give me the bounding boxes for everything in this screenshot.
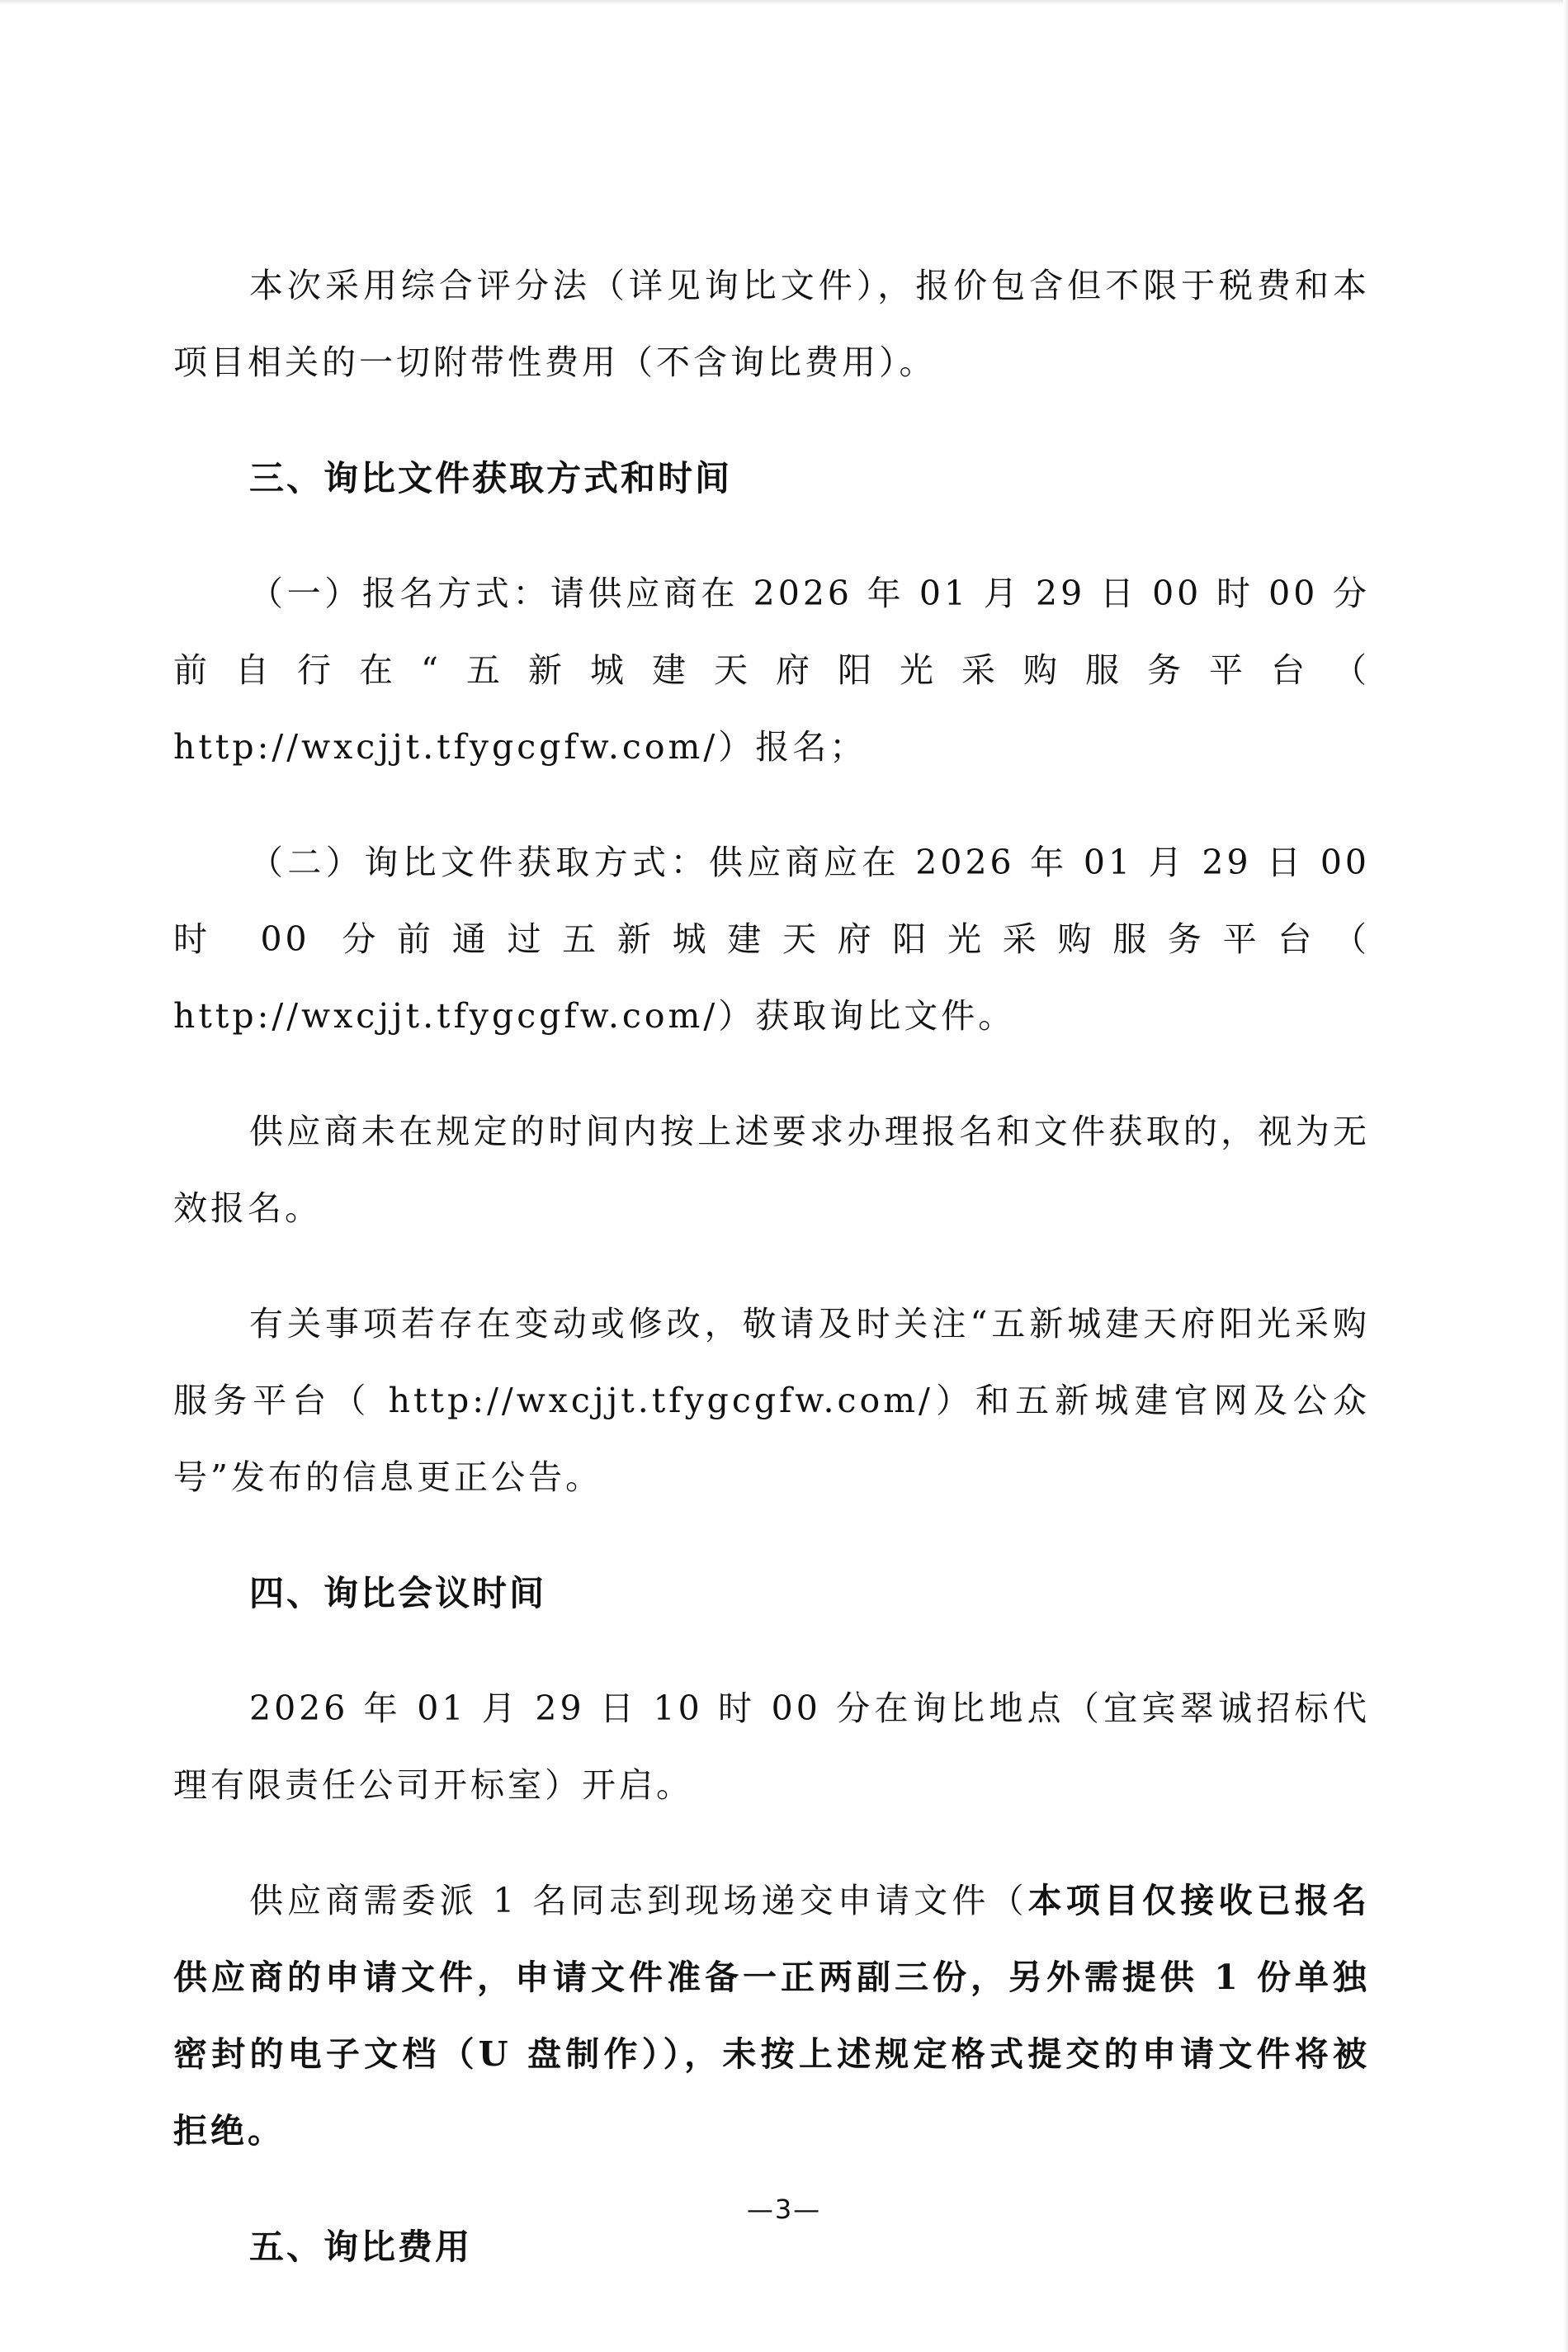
section-heading-5: 五、询比费用 bbox=[249, 2227, 473, 2267]
paragraph-evaluation-method: 本次采用综合评分法（详见询比文件），报价包含但不限于税费和本项目相关的一切附带性费用（不含询比费用）。 bbox=[173, 266, 1370, 382]
paragraph-document-acquisition: （二）询比文件获取方式：供应商应在 2026 年 01 月 29 日 00 时 00 分前通过五新城建天府阳光采购服务平台（ http://wxcjjt.tfygcgfw.com/）获取询比文件。 bbox=[173, 843, 1370, 1036]
paragraph-registration-method: （一）报名方式：请供应商在 2026 年 01 月 29 日 00 时 00 分前自行在“五新城建天府阳光采购服务平台（ http://wxcjjt.tfygcgfw.com/）报名； bbox=[173, 574, 1370, 767]
submission-text-regular: 供应商需委派 1 名同志到现场递交申请文件（ bbox=[249, 1881, 1028, 1920]
submission-text-bold: 本项目仅接收已报名供应商的申请文件，申请文件准备一正两副三份，另外需提供 1 份单独密封的电子文档（U 盘制作）），未按上述规定格式提交的申请文件将被拒绝。 bbox=[173, 1881, 1371, 2151]
section-heading-4: 四、询比会议时间 bbox=[249, 1573, 547, 1613]
paragraph-change-notice: 有关事项若存在变动或修改，敬请及时关注“五新城建天府阳光采购服务平台（ http://wxcjjt.tfygcgfw.com/）和五新城建官网及公众号”发布的信息更正公告。 bbox=[173, 1304, 1370, 1497]
page-number: —3— bbox=[746, 2194, 822, 2225]
section-heading-3: 三、询比文件获取方式和时间 bbox=[249, 458, 733, 498]
scan-edge-right bbox=[1563, 0, 1568, 2352]
paragraph-meeting-time: 2026 年 01 月 29 日 10 时 00 分在询比地点（宜宾翠诚招标代理有限责任公司开标室）开启。 bbox=[173, 1688, 1370, 1805]
paragraph-invalid-registration: 供应商未在规定的时间内按上述要求办理报名和文件获取的，视为无效报名。 bbox=[173, 1112, 1370, 1228]
paragraph-submission-requirements bbox=[173, 1863, 1370, 2170]
scan-edge-top bbox=[0, 0, 1568, 5]
document-body bbox=[173, 248, 1370, 2324]
